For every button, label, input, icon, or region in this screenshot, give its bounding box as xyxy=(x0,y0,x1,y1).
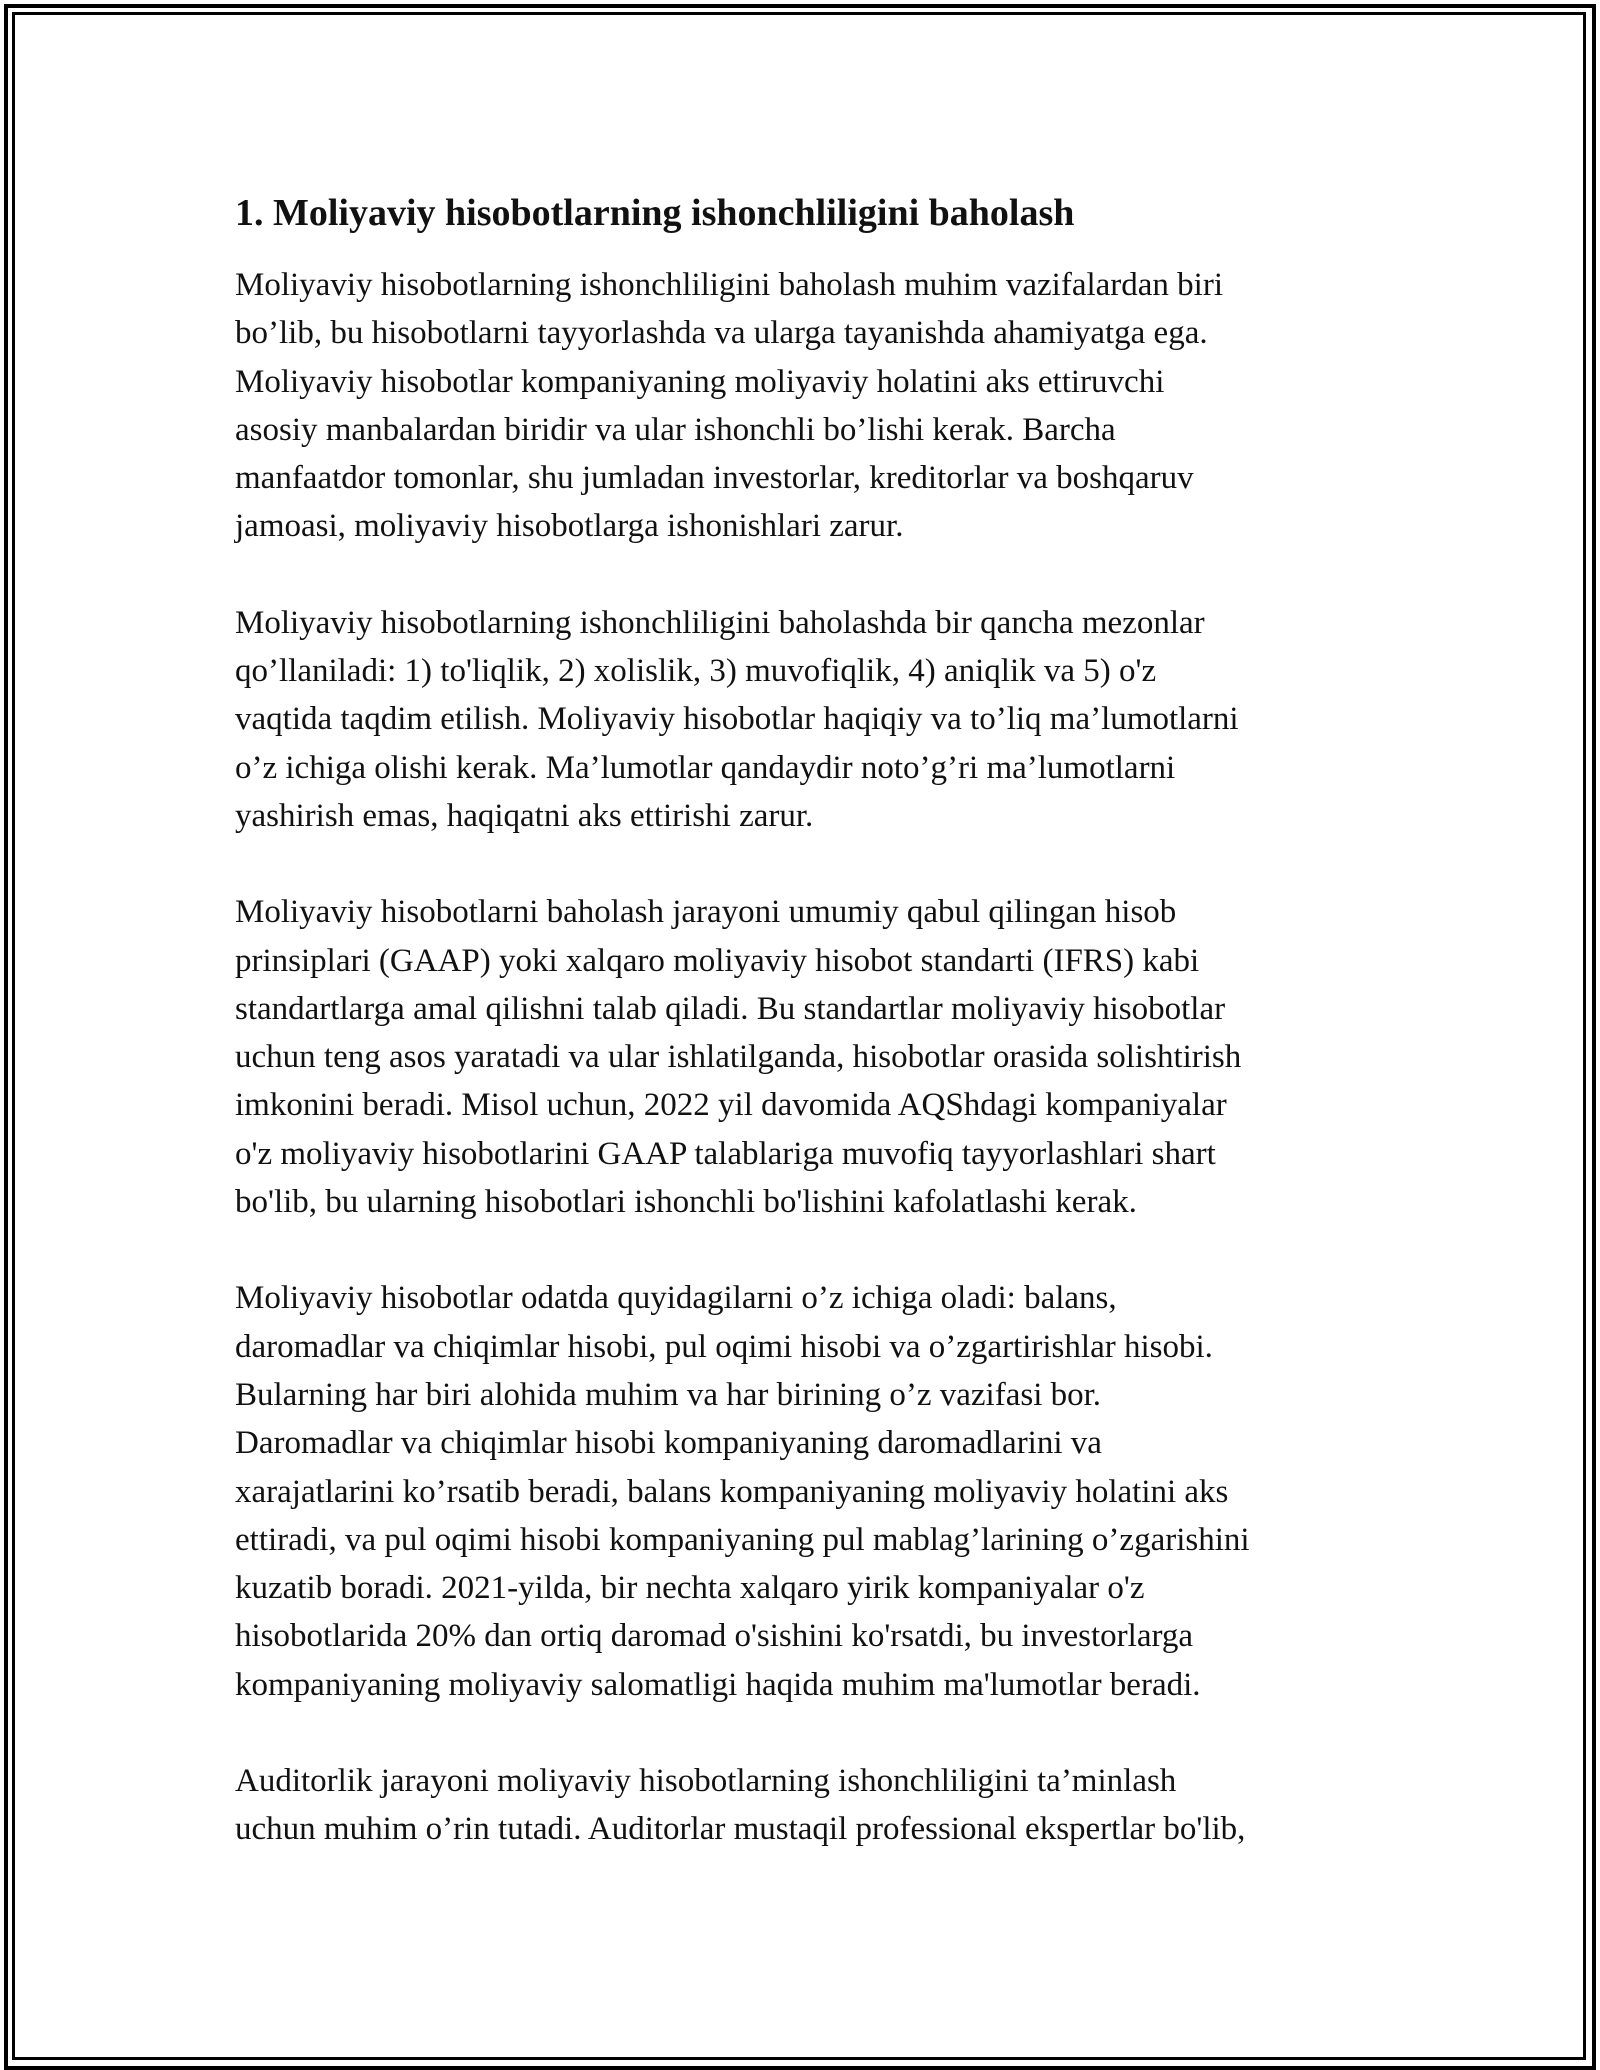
text-line: daromadlar va chiqimlar hisobi, pul oqimi hisobi va o’zgartirishlar hisobi. xyxy=(235,1328,1213,1365)
text-line: asosiy manbalardan biridir va ular ishonchli bo’lishi kerak. Barcha xyxy=(235,411,1116,448)
text-line: Moliyaviy hisobotlarni baholash jarayoni umumiy qabul qilingan hisob xyxy=(235,894,1177,931)
text-line: bo’lib, bu hisobotlarni tayyorlashda va ularga tayanishda ahamiyatga ega. xyxy=(235,315,1208,352)
text-line: Auditorlik jarayoni moliyaviy hisobotlarning ishonchliligini ta’minlash xyxy=(235,1763,1177,1800)
text-line: manfaatdor tomonlar, shu jumladan investorlar, kreditorlar va boshqaruv xyxy=(235,460,1194,497)
text-line: standartlarga amal qilishni talab qiladi. Bu standartlar moliyaviy hisobotlar xyxy=(235,990,1226,1027)
paragraph xyxy=(235,888,1370,1226)
text-line: Daromadlar va chiqimlar hisobi kompaniyaning daromadlarini va xyxy=(235,1425,1102,1462)
text-line: jamoasi, moliyaviy hisobotlarga ishonishlari zarur. xyxy=(235,508,904,545)
document-body xyxy=(235,261,1370,1854)
text-line: kuzatib boradi. 2021-yilda, bir nechta xalqaro yirik kompaniyalar o'z xyxy=(235,1570,1145,1607)
text-line: bo'lib, bu ularning hisobotlari ishonchli bo'lishini kafolatlashi kerak. xyxy=(235,1184,1137,1221)
text-line: uchun muhim o’rin tutadi. Auditorlar mustaqil professional ekspertlar bo'lib, xyxy=(235,1811,1246,1848)
document-page xyxy=(235,185,1370,1902)
text-line: uchun teng asos yaratadi va ular ishlatilganda, hisobotlar orasida solishtirish xyxy=(235,1039,1242,1076)
text-line: xarajatlarini ko’rsatib beradi, balans kompaniyaning moliyaviy holatini aks xyxy=(235,1473,1229,1510)
paragraph xyxy=(235,1274,1370,1709)
text-line: hisobotlarida 20% dan ortiq daromad o'sishini ko'rsatdi, bu investorlarga xyxy=(235,1618,1194,1655)
text-line: Moliyaviy hisobotlar kompaniyaning moliyaviy holatini aks ettiruvchi xyxy=(235,363,1165,400)
text-line: Moliyaviy hisobotlarning ishonchliligini baholash muhim vazifalardan biri xyxy=(235,267,1224,303)
text-line: qo’llaniladi: 1) to'liqlik, 2) xolislik, 3) muvofiqlik, 4) aniqlik va 5) o'z xyxy=(235,653,1157,690)
section-heading: 1. Moliyaviy hisobotlarning ishonchliligini baholash xyxy=(235,192,1075,234)
text-line: Moliyaviy hisobotlar odatda quyidagilarni o’z ichiga oladi: balans, xyxy=(235,1280,1117,1317)
text-line: prinsiplari (GAAP) yoki xalqaro moliyaviy hisobot standarti (IFRS) kabi xyxy=(235,942,1200,979)
text-line: o'z moliyaviy hisobotlarini GAAP talablariga muvofiq tayyorlashlari shart xyxy=(235,1135,1216,1172)
text-line: Bularning har biri alohida muhim va har birining o’z vazifasi bor. xyxy=(235,1376,1102,1413)
text-line: Moliyaviy hisobotlarning ishonchliligini baholashda bir qancha mezonlar xyxy=(235,604,1205,641)
text-line: ettiradi, va pul oqimi hisobi kompaniyaning pul mablag’larining o’zgarishini xyxy=(235,1521,1250,1558)
text-line: kompaniyaning moliyaviy salomatligi haqida muhim ma'lumotlar beradi. xyxy=(235,1666,1201,1703)
text-line: imkonini beradi. Misol uchun, 2022 yil davomida AQShdagi kompaniyalar xyxy=(235,1087,1227,1124)
paragraph xyxy=(235,599,1370,840)
text-line: yashirish emas, haqiqatni aks ettirishi zarur. xyxy=(235,797,814,834)
paragraph xyxy=(235,1757,1370,1854)
text-line: vaqtida taqdim etilish. Moliyaviy hisobotlar haqiqiy va to’liq ma’lumotlarni xyxy=(235,701,1239,738)
paragraph xyxy=(235,261,1370,551)
text-line: o’z ichiga olishi kerak. Ma’lumotlar qandaydir noto’g’ri ma’lumotlarni xyxy=(235,749,1176,786)
